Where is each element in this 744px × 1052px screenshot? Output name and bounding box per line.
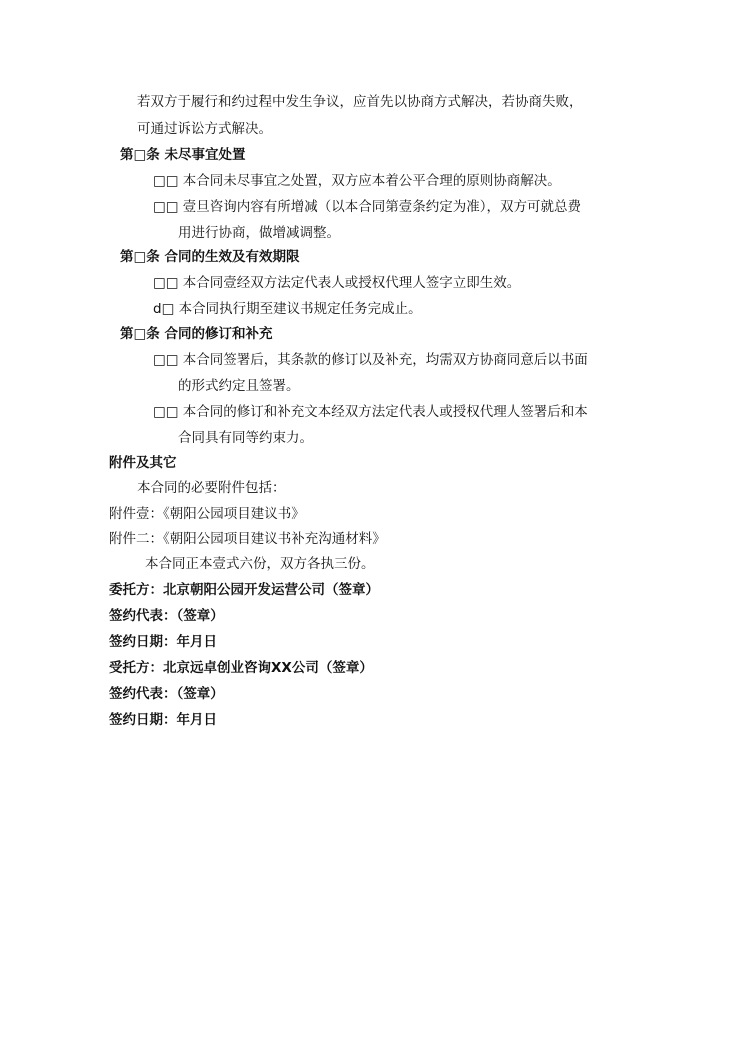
copies-statement: 本合同正本壹式六份，双方各执三份。 xyxy=(145,556,375,572)
dispute-clause-line-1: 若双方于履行和约过程中发生争议，应首先以协商方式解决，若协商失败， xyxy=(137,94,583,110)
section-title-amendments: 第□条 合同的修订和补充 xyxy=(120,326,273,342)
clause-item: □□ 本合同的修订和补充文本经双方法定代表人或授权代理人签署后和本 xyxy=(153,404,588,420)
dispute-clause-line-2: 可通过诉讼方式解决。 xyxy=(137,121,272,137)
clause-item-continuation: 用进行协商，做增减调整。 xyxy=(178,225,340,241)
section-title-unresolved-matters: 第□条 未尽事宜处置 xyxy=(120,147,246,163)
clause-item: □□ 本合同未尽事宜之处置，双方应本着公平合理的原则协商解决。 xyxy=(153,173,561,189)
clause-item: d□ 本合同执行期至建议书规定任务完成止。 xyxy=(153,301,422,317)
clause-item-continuation: 的形式约定且签署。 xyxy=(178,378,300,394)
attachment-item-1: 附件壹：《朝阳公园项目建议书》 xyxy=(109,506,305,522)
party-a-sign-date: 签约日期：年月日 xyxy=(109,634,217,650)
attachment-item-2: 附件二：《朝阳公园项目建议书补充沟通材料》 xyxy=(109,531,386,547)
party-b-signature: 受托方：北京远卓创业咨询XX公司（签章） xyxy=(109,660,373,676)
clause-item: □□ 壹旦咨询内容有所增减（以本合同第壹条约定为准），双方可就总费 xyxy=(153,199,582,215)
clause-item-continuation: 合同具有同等约束力。 xyxy=(178,430,313,446)
clause-item: □□ 本合同签署后，其条款的修订以及补充，均需双方协商同意后以书面 xyxy=(153,352,588,368)
section-title-effectiveness: 第□条 合同的生效及有效期限 xyxy=(120,249,300,265)
party-a-signature: 委托方：北京朝阳公园开发运营公司（签章） xyxy=(109,582,379,598)
party-b-sign-date: 签约日期：年月日 xyxy=(109,712,217,728)
party-a-representative: 签约代表：（签章） xyxy=(109,608,224,624)
party-b-representative: 签约代表：（签章） xyxy=(109,686,224,702)
attachments-heading: 附件及其它 xyxy=(109,455,177,471)
attachments-intro: 本合同的必要附件包括： xyxy=(137,480,286,496)
clause-item: □□ 本合同壹经双方法定代表人或授权代理人签字立即生效。 xyxy=(153,275,521,291)
